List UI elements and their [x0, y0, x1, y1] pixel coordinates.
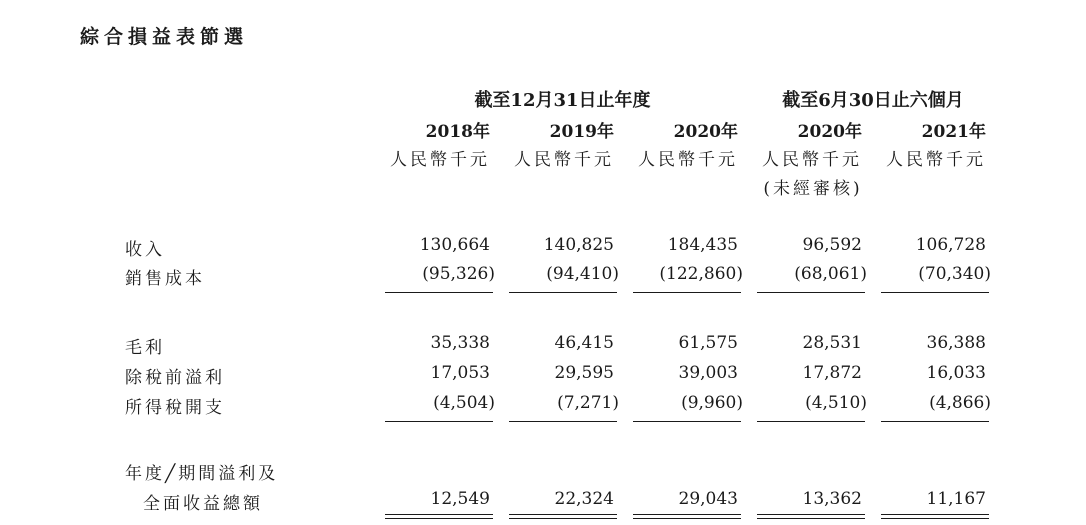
subtotal-rule — [881, 292, 989, 293]
cell-income-tax-2020-interim: (4,510) — [805, 393, 867, 413]
cell-profit-before-tax-2020-interim: 17,872 — [802, 363, 862, 383]
cell-income-tax-2020: (9,960) — [681, 393, 743, 413]
cell-gross-profit-2020-interim: 28,531 — [802, 333, 862, 353]
column-year-2020: 2020年 — [673, 122, 738, 142]
unaudited-note: (未經審核) — [763, 179, 863, 199]
cell-income-tax-2019: (7,271) — [557, 393, 619, 413]
row-label-cost-of-sales: 銷售成本 — [125, 269, 205, 289]
subtotal-rule — [633, 292, 741, 293]
column-unit-2021-interim: 人民幣千元 — [886, 150, 986, 170]
cell-cost-of-sales-2021-interim: (70,340) — [918, 264, 991, 284]
column-unit-2018: 人民幣千元 — [390, 150, 490, 170]
cell-revenue-2018: 130,664 — [419, 235, 490, 255]
subtotal-rule — [509, 421, 617, 422]
total-double-rule — [633, 514, 741, 519]
cell-profit-before-tax-2021-interim: 16,033 — [926, 363, 986, 383]
cell-total-income-2020: 29,043 — [678, 489, 738, 509]
column-unit-2020: 人民幣千元 — [638, 150, 738, 170]
cell-cost-of-sales-2018: (95,326) — [422, 264, 495, 284]
column-year-2020-interim: 2020年 — [797, 122, 862, 142]
cell-total-income-2020-interim: 13,362 — [802, 489, 862, 509]
cell-revenue-2019: 140,825 — [543, 235, 614, 255]
cell-cost-of-sales-2020-interim: (68,061) — [794, 264, 867, 284]
cell-gross-profit-2021-interim: 36,388 — [926, 333, 986, 353]
subtotal-rule — [881, 421, 989, 422]
row-label-profit-and-total-comprehensive-income-line2: 全面收益總額 — [143, 494, 263, 514]
cell-gross-profit-2018: 35,338 — [430, 333, 490, 353]
cell-gross-profit-2019: 46,415 — [554, 333, 614, 353]
cell-profit-before-tax-2020: 39,003 — [678, 363, 738, 383]
column-unit-2019: 人民幣千元 — [514, 150, 614, 170]
total-double-rule — [881, 514, 989, 519]
subtotal-rule — [757, 292, 865, 293]
subtotal-rule — [385, 292, 493, 293]
cell-profit-before-tax-2019: 29,595 — [554, 363, 614, 383]
cell-gross-profit-2020: 61,575 — [678, 333, 738, 353]
total-double-rule — [509, 514, 617, 519]
cell-revenue-2020-interim: 96,592 — [802, 235, 862, 255]
subtotal-rule — [757, 421, 865, 422]
cell-cost-of-sales-2019: (94,410) — [546, 264, 619, 284]
row-label-profit-before-tax: 除稅前溢利 — [125, 368, 225, 388]
total-double-rule — [757, 514, 865, 519]
subtotal-rule — [633, 421, 741, 422]
subtotal-rule — [509, 292, 617, 293]
column-year-2018: 2018年 — [425, 122, 490, 142]
cell-total-income-2019: 22,324 — [554, 489, 614, 509]
row-label-revenue: 收入 — [125, 240, 165, 260]
column-year-2019: 2019年 — [549, 122, 614, 142]
period-header-annual: 截至12月31日止年度 — [474, 90, 651, 111]
row-label-income-tax: 所得稅開支 — [125, 398, 225, 418]
column-year-2021-interim: 2021年 — [921, 122, 986, 142]
cell-total-income-2018: 12,549 — [430, 489, 490, 509]
cell-profit-before-tax-2018: 17,053 — [430, 363, 490, 383]
total-double-rule — [385, 514, 493, 519]
period-header-interim: 截至6月30日止六個月 — [782, 90, 964, 111]
cell-total-income-2021-interim: 11,167 — [926, 489, 986, 509]
cell-income-tax-2018: (4,504) — [433, 393, 495, 413]
row-label-gross-profit: 毛利 — [125, 338, 165, 358]
page-title: 綜合損益表節選 — [80, 26, 249, 48]
cell-revenue-2021-interim: 106,728 — [915, 235, 986, 255]
subtotal-rule — [385, 421, 493, 422]
cell-income-tax-2021-interim: (4,866) — [929, 393, 991, 413]
cell-revenue-2020: 184,435 — [667, 235, 738, 255]
column-unit-2020-interim: 人民幣千元 — [762, 150, 862, 170]
cell-cost-of-sales-2020: (122,860) — [659, 264, 743, 284]
row-label-profit-and-total-comprehensive-income-line1: 年度╱期間溢利及 — [125, 464, 279, 484]
